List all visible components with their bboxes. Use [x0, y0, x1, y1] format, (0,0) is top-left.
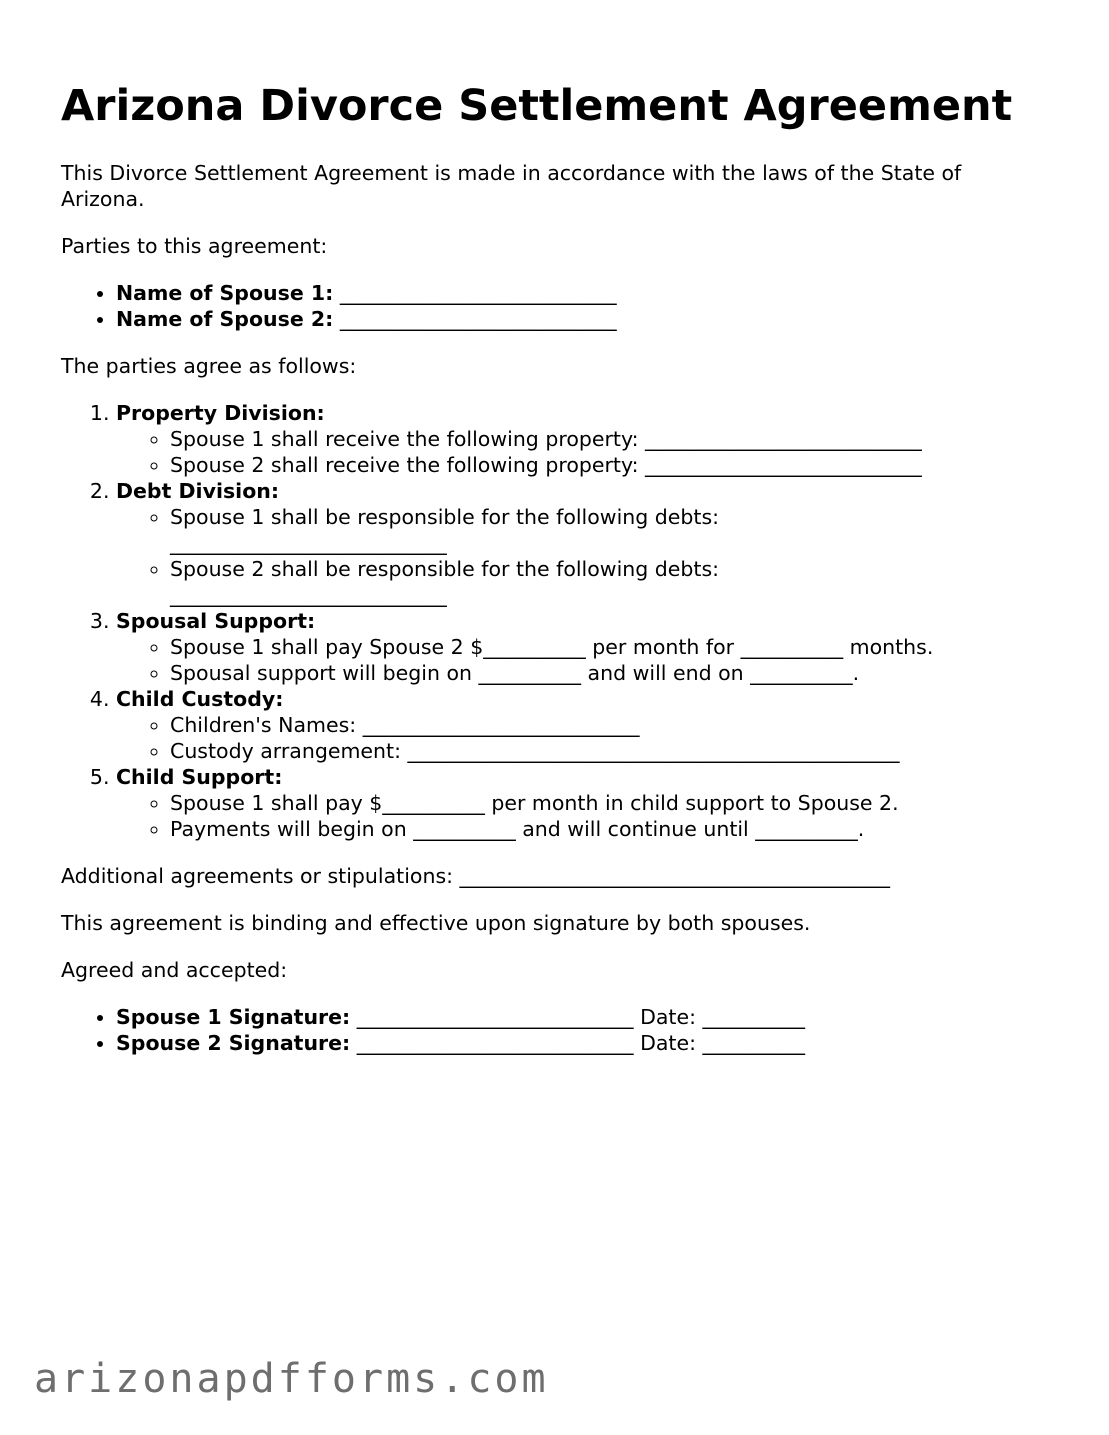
- spouse-2-signature-field[interactable]: ___________________________: [356, 1031, 634, 1055]
- term-items: [116, 712, 1041, 764]
- signature-label: Spouse 2 Signature:: [116, 1031, 351, 1055]
- document-body: [61, 160, 1041, 1077]
- intro-paragraph: This Divorce Settlement Agreement is made in accordance with the laws of the State of Arizona.: [61, 161, 962, 211]
- party-label: Name of Spouse 1:: [116, 281, 334, 305]
- additional-agreements[interactable]: Additional agreements or stipulations: __________________________________________: [61, 864, 891, 888]
- term-item[interactable]: ◦ Children's Names: ___________________________: [170, 712, 1041, 738]
- spouse-1-signature-field[interactable]: ___________________________: [356, 1005, 634, 1029]
- signature-item: [116, 1004, 1041, 1030]
- term-heading: Property Division:: [116, 401, 325, 425]
- parties-list: [61, 280, 1041, 332]
- terms-list: [61, 400, 1041, 842]
- term-heading: Child Custody:: [116, 687, 284, 711]
- term-debt-division: [116, 478, 1041, 608]
- party-label: Name of Spouse 2:: [116, 307, 334, 331]
- spouse-1-name-field[interactable]: ___________________________: [339, 281, 617, 305]
- term-item[interactable]: ◦ Spouse 1 shall receive the following property: ___________________________: [170, 426, 1041, 452]
- term-heading: Debt Division:: [116, 479, 280, 503]
- term-item[interactable]: ◦ Spouse 2 shall be responsible for the following debts: ___________________________: [170, 556, 1041, 608]
- term-item[interactable]: ◦ Spouse 1 shall be responsible for the following debts: ___________________________: [170, 504, 1041, 556]
- watermark: arizonapdfforms.com: [34, 1356, 549, 1402]
- term-items: [116, 790, 1041, 842]
- party-item: [116, 280, 1041, 306]
- signature-label: Spouse 1 Signature:: [116, 1005, 351, 1029]
- term-item[interactable]: ◦ Spousal support will begin on __________ and will end on __________.: [170, 660, 1041, 686]
- term-child-custody: [116, 686, 1041, 764]
- agree-heading: The parties agree as follows:: [61, 354, 357, 378]
- term-item[interactable]: ◦ Payments will begin on __________ and will continue until __________.: [170, 816, 1041, 842]
- date-label: Date:: [640, 1031, 696, 1055]
- term-items: [116, 426, 1041, 478]
- term-heading: Spousal Support:: [116, 609, 316, 633]
- term-item[interactable]: ◦ Spouse 2 shall receive the following property: ___________________________: [170, 452, 1041, 478]
- party-item: [116, 306, 1041, 332]
- parties-heading: Parties to this agreement:: [61, 234, 328, 258]
- signatures-list: [61, 1004, 1041, 1056]
- spouse-2-date-field[interactable]: __________: [702, 1031, 806, 1055]
- term-spousal-support: [116, 608, 1041, 686]
- date-label: Date:: [640, 1005, 696, 1029]
- term-item[interactable]: ◦ Spouse 1 shall pay $__________ per month in child support to Spouse 2.: [170, 790, 1041, 816]
- term-child-support: [116, 764, 1041, 842]
- term-property-division: [116, 400, 1041, 478]
- term-heading: Child Support:: [116, 765, 283, 789]
- term-items: [116, 634, 1041, 686]
- term-item[interactable]: ◦ Spouse 1 shall pay Spouse 2 $__________ per month for __________ months.: [170, 634, 1041, 660]
- term-item[interactable]: ◦ Custody arrangement: ________________________________________________: [170, 738, 1041, 764]
- term-items: [116, 504, 1041, 608]
- signature-item: [116, 1030, 1041, 1056]
- spouse-1-date-field[interactable]: __________: [702, 1005, 806, 1029]
- spouse-2-name-field[interactable]: ___________________________: [339, 307, 617, 331]
- binding-statement: This agreement is binding and effective upon signature by both spouses.: [61, 911, 811, 935]
- accepted-heading: Agreed and accepted:: [61, 958, 288, 982]
- page-title: Arizona Divorce Settlement Agreement: [61, 81, 1013, 131]
